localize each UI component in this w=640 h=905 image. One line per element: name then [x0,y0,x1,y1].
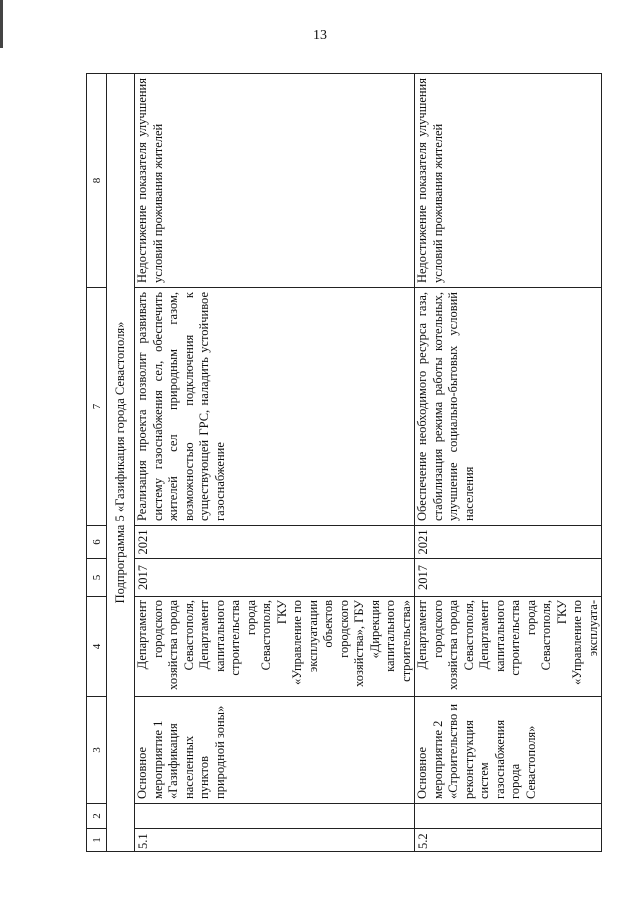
event-name: Основное мероприятие 2 «Строительство и реконструкция систем газоснабжения города Севастополя» [415,697,602,804]
subprogram-title: Подпрограмма 5 «Газификация города Севастополя» [107,74,135,852]
program-table [86,73,602,852]
header-cell: 8 [87,74,107,288]
header-row [87,74,107,852]
event-name: Основное мероприятие 1 «Газификация населенных пунктов природной зоны» [135,697,415,804]
executor: Департамент городского хозяйства города Севастополя, Департамент капитального строительства города Севастополя, ГКУ «Управление по эксплуатации объектов городского хозяйства», ГБУ «Дирекция капитального строительства» [135,597,415,697]
row-col2 [415,804,602,829]
expected-result: Обеспечение необходимого ресурса газа, стабилизация режима работы котельных, улучшение социально-бытовых условий населения [415,288,602,526]
expected-result: Реализация проекта позволит развивать систему газоснабжения сел, обеспечить жителей сел природным газом, возможностью подключения к существующей ГРС, наладить устойчивое газоснабжение [135,288,415,526]
start-year: 2017 [135,559,415,597]
header-cell: 4 [87,597,107,697]
row-number: 5.1 [135,829,415,852]
header-cell: 3 [87,697,107,804]
row-number: 5.2 [415,829,602,852]
start-year: 2017 [415,559,602,597]
table-row [415,74,602,852]
table-row [135,74,415,852]
row-col2 [135,804,415,829]
rotated-table-wrapper [86,74,600,852]
header-cell: 5 [87,559,107,597]
header-cell: 2 [87,804,107,829]
risk-description: Недостижение показателя улучшения условий проживания жителей [135,74,415,288]
executor: Департамент городского хозяйства города Севастополя, Департамент капитального строительства города Севастополя, ГКУ «Управление по эксплуата- [415,597,602,697]
end-year: 2021 [415,526,602,559]
header-cell: 7 [87,288,107,526]
page-number: 13 [313,28,327,43]
subprogram-row [107,74,135,852]
end-year: 2021 [135,526,415,559]
header-cell: 1 [87,829,107,852]
risk-description: Недостижение показателя улучшения условий проживания жителей [415,74,602,288]
header-cell: 6 [87,526,107,559]
